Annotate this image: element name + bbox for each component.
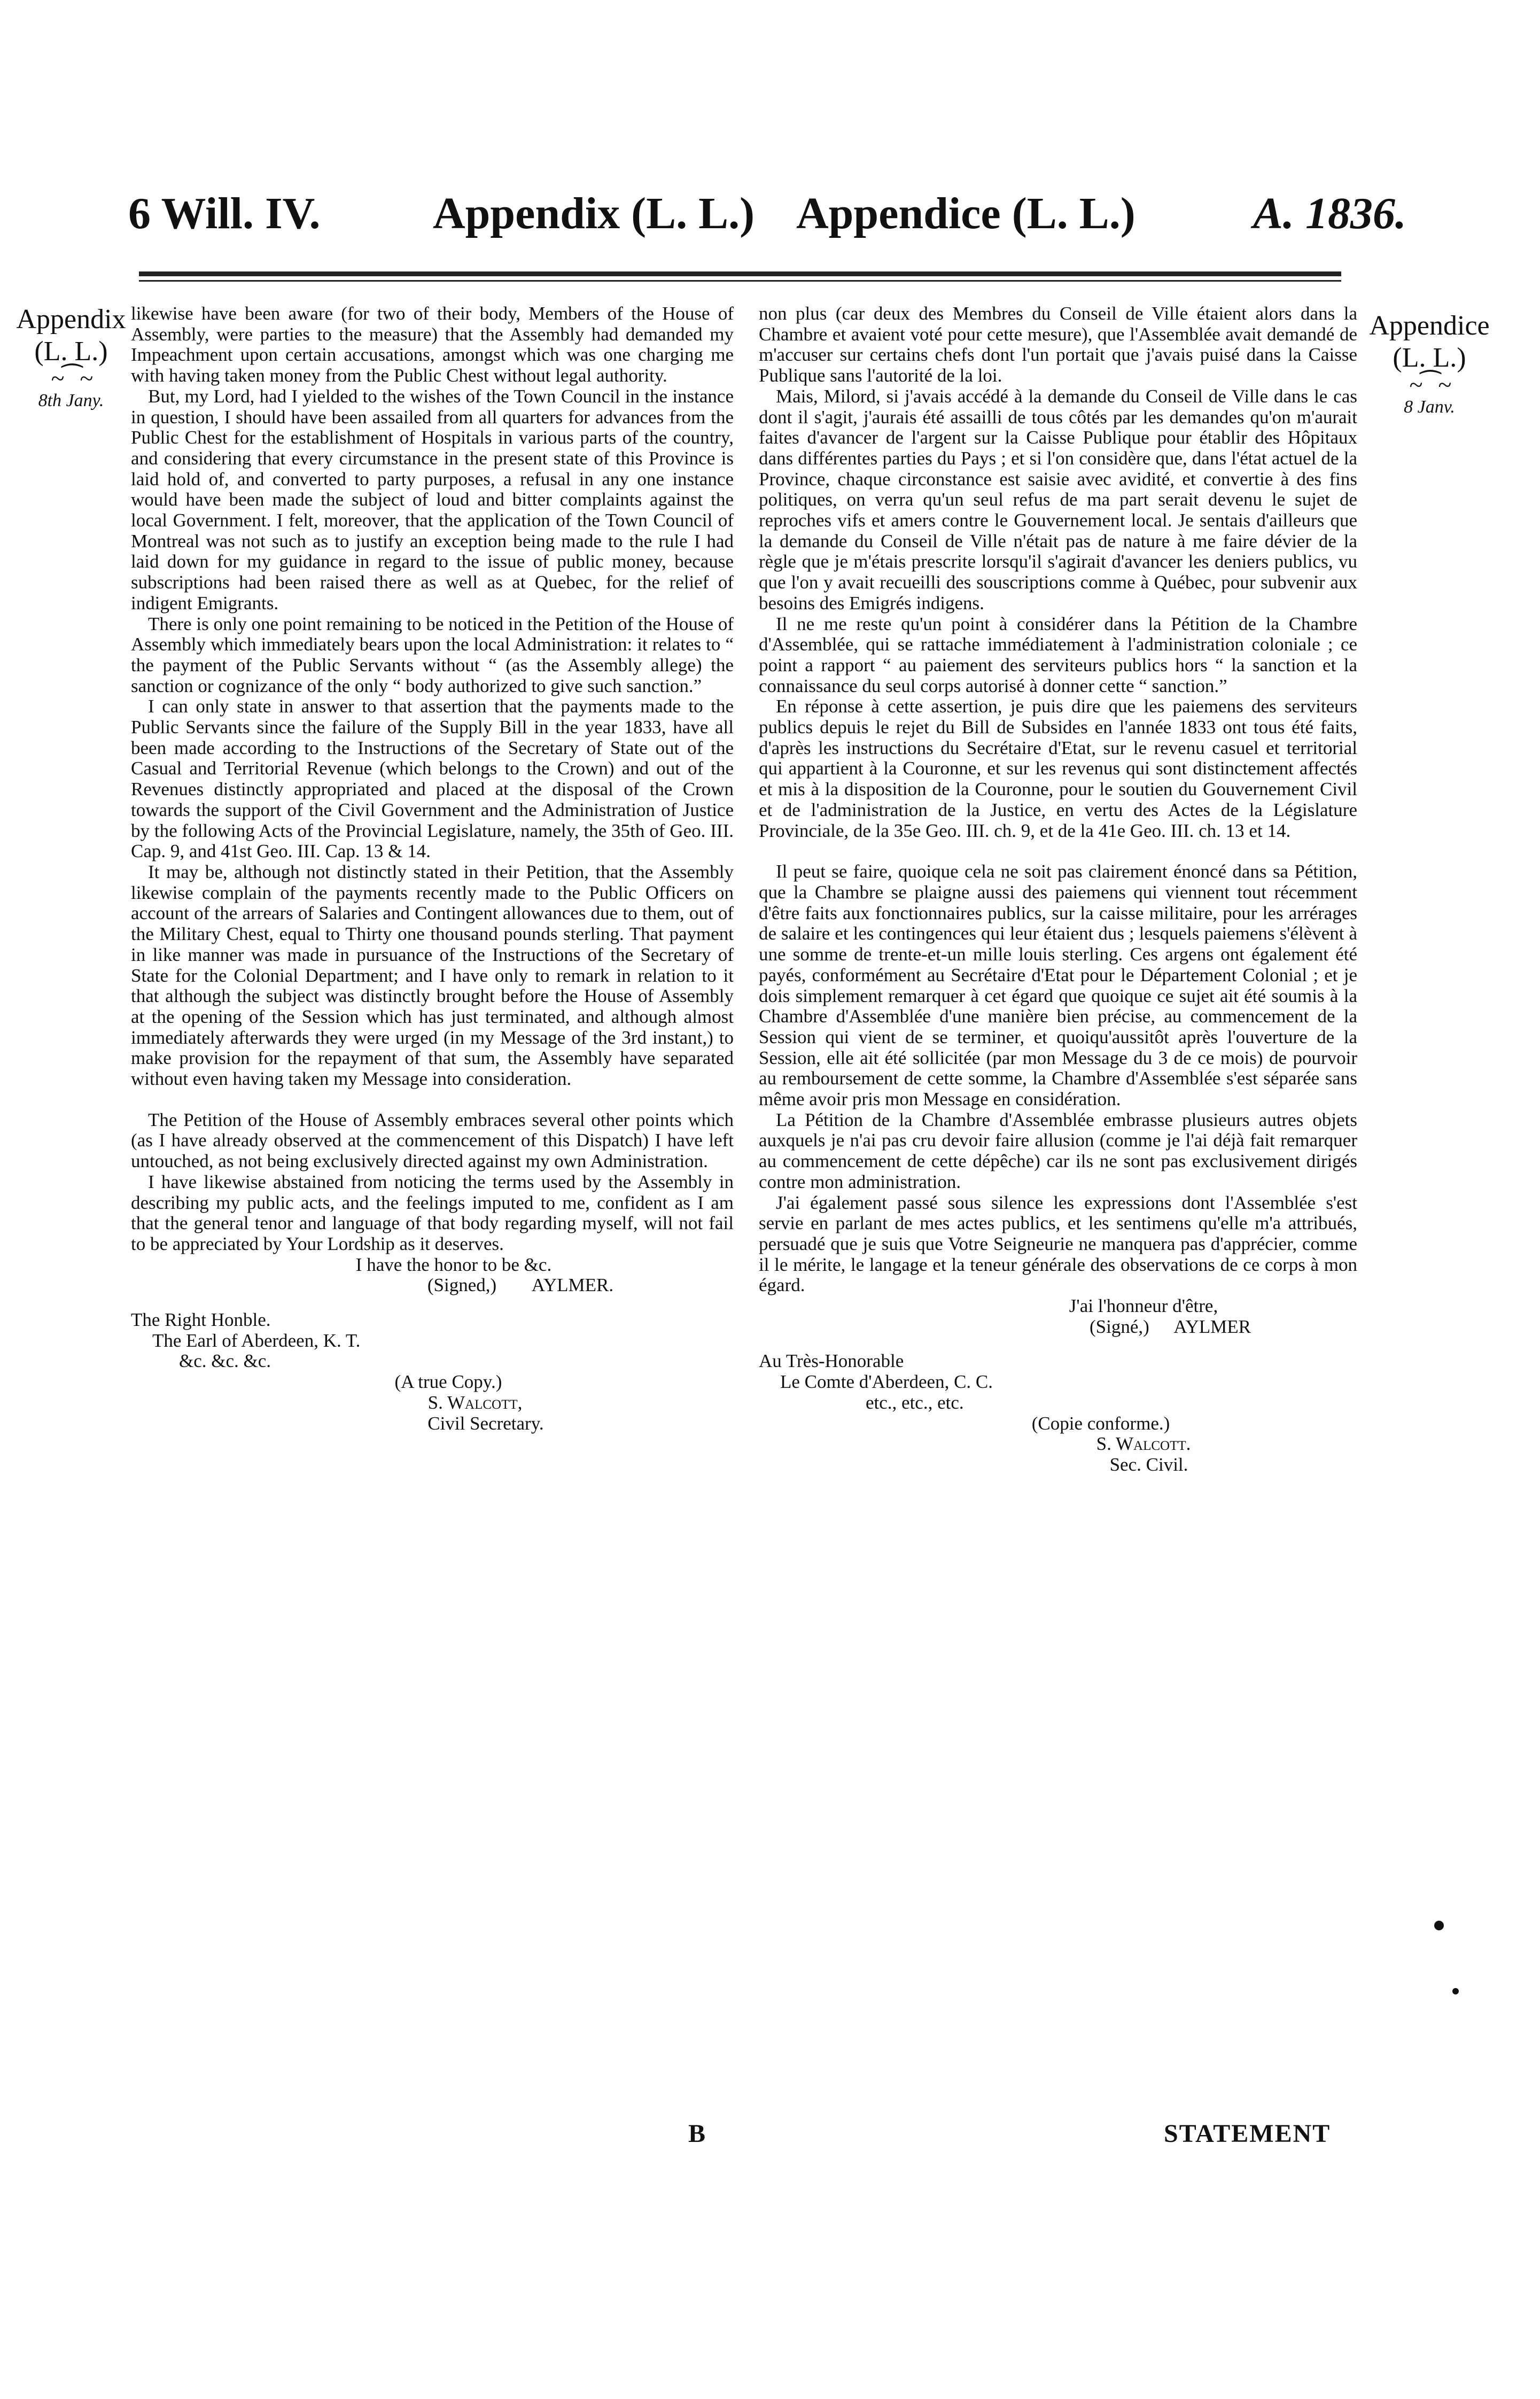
margin-note-right	[1368, 310, 1491, 419]
addressee-line: Au Très-Honorable	[759, 1350, 904, 1372]
header-rule-thick	[139, 271, 1341, 276]
addressee-line: Le Comte d'Aberdeen, C. C.	[780, 1371, 993, 1393]
margin-note-left	[15, 304, 127, 413]
signer-name: AYLMER	[1173, 1316, 1251, 1337]
ornament-icon: ~⁀~	[1409, 371, 1450, 398]
addressee-line: The Earl of Aberdeen, K. T.	[152, 1330, 361, 1351]
addressee-line: &c. &c. &c.	[179, 1350, 271, 1372]
secretary-name: S. Walcott.	[1096, 1433, 1191, 1455]
header-rule-thin	[139, 280, 1341, 282]
paragraph: I have likewise abstained from noticing the terms used by the Assembly in describing my public acts, and the feelings imputed to me, confident as I am that the general tenor and language of that body regarding myself, will not fail to be appreciated by Your Lordship as it deserves.	[131, 1171, 734, 1254]
paragraph: La Pétition de la Chambre d'Assemblée embrasse plusieurs autres objets auxquels je n'ai pas cru devoir faire allusion (comme je l'ai déjà fait remarquer au commencement de cette dépêche) car ils ne sont pas exclusivement dirigés contre mon administration.	[759, 1109, 1357, 1192]
secretary-title: Sec. Civil.	[1109, 1454, 1188, 1475]
english-column	[131, 304, 734, 1434]
ornament-icon: ~⁀~	[51, 364, 91, 392]
paragraph: But, my Lord, had I yielded to the wishes of the Town Council in the instance in question, I should have been assailed from all quarters for advances from the Public Chest for the establishment of Hospitals in various parts of the country, and considering that every circumstance in the present state of this Province is laid hold of, and converted to party purposes, a refusal in any one instance would have been made the subject of loud and bitter complaints against the local Government. I felt, moreover, that the application of the Town Council of Montreal was not such as to justify an exception being made to the rule I had laid down for my guidance in regard to the issue of public money, because subscriptions had been raised there as well as at Quebec, for the relief of indigent Emigrants.	[131, 385, 734, 614]
french-column	[759, 304, 1357, 1476]
paragraph: En réponse à cette assertion, je puis dire que les paiemens des serviteurs publics depuis le rejet du Bill de Subsides en l'année 1833 ont tous été faits, d'après les instructions du Secrétaire d'Etat, sur le revenu casuel et territorial qui appartient à la Couronne, et sur les revenus qui sont distinctement affectés et mis à la disposition de la Couronne, pour le soutien du Gouvernement Civil et de l'administration de la Justice, en vertu des Actes de la Législature Provinciale, de la 35e Geo. III. ch. 9, et de la 41e Geo. III. ch. 13 et 14.	[759, 696, 1357, 841]
signed-label: (Signed,)	[427, 1275, 497, 1296]
margin-label: Appendix	[16, 304, 126, 335]
paragraph: I can only state in answer to that assertion that the payments made to the Public Servants since the failure of the Supply Bill in the year 1833, have all been made according to the Instructions of the Secretary of State out of the Casual and Territorial Revenue (which belongs to the Crown) and out of the Revenues distinctly appropriated and placed at the disposal of the Crown towards the support of the Civil Government and the Administration of Justice by the following Acts of the Provincial Legislature, namely, the 35th of Geo. III. Cap. 9, and 41st Geo. III. Cap. 13 & 14.	[131, 696, 734, 862]
margin-date: 8th Jany.	[38, 391, 104, 410]
paragraph: J'ai également passé sous silence les expressions dont l'Assemblée s'est servie en parlant de mes actes publics, et les sentimens qu'elle m'a attribués, persuadé que je suis que Votre Seigneurie ne manquera pas d'apprécier, comme il le mérite, le langage et la teneur générale des observations de ce corps à mon égard.	[759, 1192, 1357, 1296]
appendix-title-english: Appendix (L. L.)	[433, 189, 755, 238]
true-copy: (Copie conforme.)	[1031, 1412, 1170, 1434]
closing: I have the honor to be &c.	[355, 1254, 552, 1275]
paragraph: non plus (car deux des Membres du Conseil de Ville étaient alors dans la Chambre et avaient voté pour cette mesure), que l'Assemblée avait demandé de m'accuser sur certains chefs dont l'un portait que j'avais puisé dans la Caisse Publique sans l'autorité de la loi.	[759, 303, 1357, 386]
closing: J'ai l'honneur d'être,	[1069, 1295, 1218, 1317]
signature-line	[131, 1275, 734, 1296]
signature-mark: B	[688, 2119, 706, 2148]
paragraph: The Petition of the House of Assembly embraces several other points which (as I have already observed at the commencement of this Dispatch) I have left untouched, as not being exclusively directed against my own Administration.	[131, 1109, 734, 1172]
ink-speck	[1434, 1921, 1444, 1930]
secretary-title: Civil Secretary.	[427, 1412, 544, 1434]
ink-speck	[1452, 1988, 1459, 1994]
margin-label: Appendice	[1369, 310, 1490, 341]
margin-date: 8 Janv.	[1404, 397, 1455, 417]
paragraph: Mais, Milord, si j'avais accédé à la demande du Conseil de Ville dans le cas dont il s'agit, j'aurais été assailli de tous côtés par les demandes qu'on m'aurait faites d'avancer de l'argent sur la Caisse Publique pour établir des Hôpitaux dans différentes parties du Pays ; et si l'on considère que, dans l'état actuel de la Province, chaque circonstance est saisie avec avidité, et convertie à des fins politiques, on verra qu'un seul refus de ma part serait devenu le sujet de reproches vifs et amers contre le Gouvernement local. Je sentais d'ailleurs que la demande du Conseil de Ville n'était pas de nature à me faire dévier de la règle que je m'étais prescrite lorsqu'il s'agirait d'avancer les deniers publics, vu que l'on y avait recueilli des souscriptions comme à Québec, pour subvenir aux besoins des Emigrés indigens.	[759, 385, 1357, 614]
regnal-year: 6 Will. IV.	[128, 189, 321, 238]
margin-code: (L. L.)	[34, 336, 108, 367]
signed-label: (Signé,)	[1090, 1316, 1149, 1337]
paragraph: It may be, although not distinctly stated in their Petition, that the Assembly likewise complain of the payments recently made to the Public Officers on account of the arrears of Salaries and Contingent allowances due to them, out of the Military Chest, equal to Thirty one thousand pounds sterling. That payment in like manner was made in pursuance of the Instructions of the Secretary of State for the Colonial Department; and I have only to remark in relation to it that although the subject was distinctly brought before the House of Assembly at the opening of the Session which has just terminated, and although almost immediately afterwards they were urged (in my Message of the 3rd instant,) to make provision for the repayment of that sum, the Assembly have separated without even having taken my Message into consideration.	[131, 861, 734, 1090]
signature-line	[759, 1317, 1357, 1338]
true-copy: (A true Copy.)	[394, 1371, 502, 1393]
appendix-title-french: Appendice (L. L.)	[796, 189, 1135, 238]
paragraph: Il peut se faire, quoique cela ne soit pas clairement énoncé dans sa Pétition, que la Chambre se plaigne aussi des paiemens qui viennent tout récemment d'être faits aux fonctionnaires publics, sur la caisse militaire, pour les arrérages de salaire et les contingences qui leur étaient dus ; lesquels paiemens s'élèvent à une somme de trente-et-un mille louis sterling. Ces argens ont également été payés, conformément au Secrétaire d'Etat pour le Département Colonial ; et je dois simplement remarquer à cet égard que quoique ce sujet ait été soumis à la Chambre d'Assemblée d'une manière bien précise, au commencement de la Session qui vient de se terminer, et quoiqu'aussitôt après l'ouverture de la Session, elle ait été sollicitée (par mon Message du 3 de ce mois) de pourvoir au remboursement de cette somme, la Chambre d'Assemblée s'est séparée sans même avoir pris mon Message en considération.	[759, 861, 1357, 1110]
margin-code: (L. L.)	[1393, 343, 1466, 373]
catchword: STATEMENT	[1164, 2119, 1331, 2148]
secretary-name: S. Walcott,	[427, 1392, 523, 1413]
paragraph: There is only one point remaining to be noticed in the Petition of the House of Assembly which immediately bears upon the local Administration: it relates to “ the payment of the Public Servants without “ (as the Assembly allege) the sanction or cognizance of the only “ body authorized to give such sanction.”	[131, 613, 734, 696]
paragraph: Il ne me reste qu'un point à considérer dans la Pétition de la Chambre d'Assemblée, qui se rattache immédiatement à l'administration coloniale ; ce point a rapport “ au paiement des serviteurs publics hors “ la sanction et la connaissance du seul corps autorisé à donner cette “ sanction.”	[759, 613, 1357, 696]
paragraph: likewise have been aware (for two of their body, Members of the House of Assembly, were parties to the measure) that the Assembly had demanded my Impeachment upon certain accusations, amongst which was one charging me with having taken money from the Public Chest without legal authority.	[131, 303, 734, 386]
addressee-line: etc., etc., etc.	[866, 1392, 964, 1413]
signer-name: AYLMER.	[531, 1275, 614, 1296]
addressee-line: The Right Honble.	[131, 1309, 271, 1331]
year: A. 1836.	[1253, 189, 1407, 238]
